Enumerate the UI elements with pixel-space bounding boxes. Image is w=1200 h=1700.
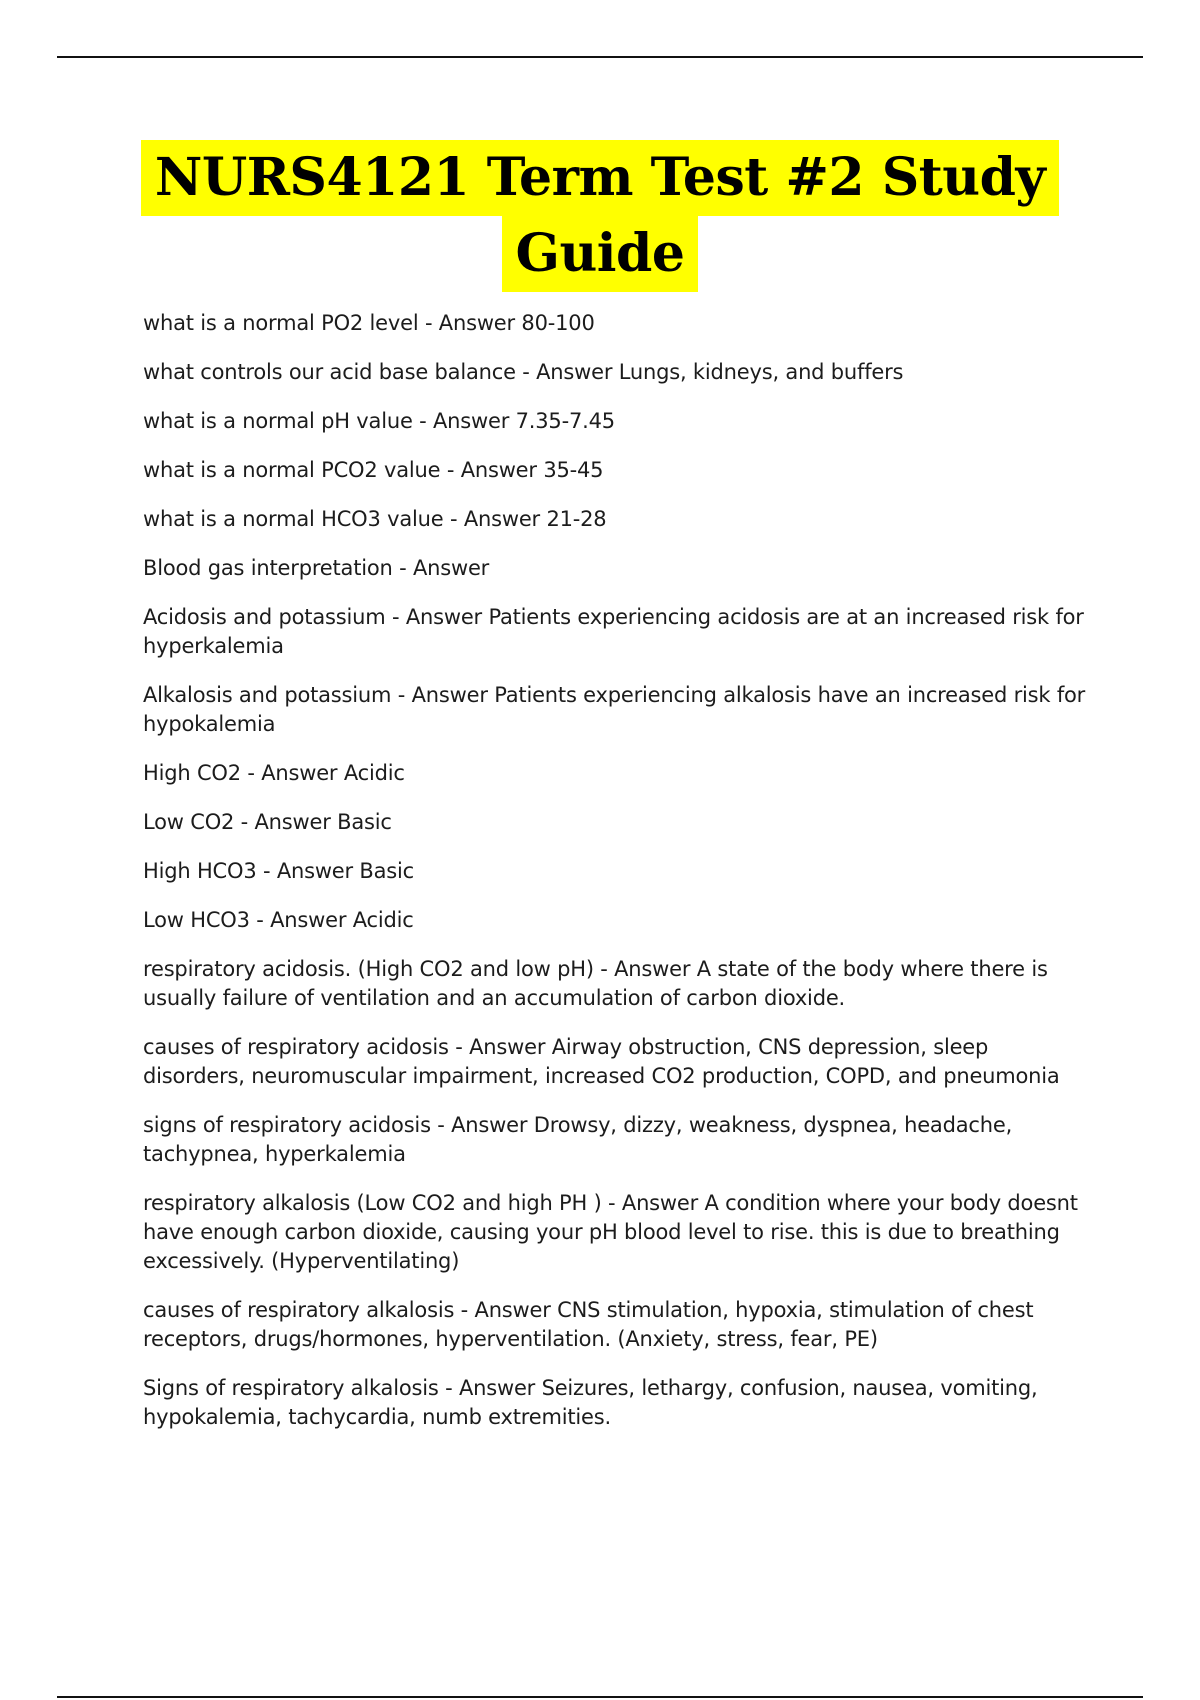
qa-item: what controls our acid base balance - Answer Lungs, kidneys, and buffers — [143, 360, 904, 384]
qa-item: causes of respiratory alkalosis - Answer CNS stimulation, hypoxia, stimulation of chest receptors, drugs/hormones, hyperventilation. (Anxiety, stress, fear, PE) — [143, 1298, 1034, 1351]
title-line-1: NURS4121 Term Test #2 Study — [141, 140, 1059, 216]
qa-item: what is a normal pH value - Answer 7.35-7.45 — [143, 409, 615, 433]
qa-item: respiratory alkalosis (Low CO2 and high PH ) - Answer A condition where your body doesnt have enough carbon dioxide, causing your pH blood level to rise. this is due to breathing excessively. (Hyperventilating) — [143, 1191, 1078, 1273]
page-title — [0, 140, 1200, 292]
title-line-2: Guide — [502, 216, 699, 292]
qa-item: Low HCO3 - Answer Acidic — [143, 908, 414, 932]
qa-item: respiratory acidosis. (High CO2 and low pH) - Answer A state of the body where there is usually failure of ventilation and an accumulation of carbon dioxide. — [143, 957, 1048, 1010]
qa-item: Alkalosis and potassium - Answer Patients experiencing alkalosis have an increased risk for hypokalemia — [143, 683, 1086, 736]
qa-item: Blood gas interpretation - Answer — [143, 556, 490, 580]
qa-item: High HCO3 - Answer Basic — [143, 859, 415, 883]
qa-item: Signs of respiratory alkalosis - Answer Seizures, lethargy, confusion, nausea, vomiting, hypokalemia, tachycardia, numb extremities. — [143, 1376, 1038, 1429]
qa-item: causes of respiratory acidosis - Answer Airway obstruction, CNS depression, sleep disorders, neuromuscular impairment, increased CO2 production, COPD, and pneumonia — [143, 1035, 1060, 1088]
qa-item: what is a normal PO2 level - Answer 80-100 — [143, 311, 595, 335]
qa-list — [143, 309, 1088, 1452]
top-rule — [57, 56, 1143, 58]
qa-item: what is a normal PCO2 value - Answer 35-45 — [143, 458, 604, 482]
qa-item: signs of respiratory acidosis - Answer Drowsy, dizzy, weakness, dyspnea, headache, tachypnea, hyperkalemia — [143, 1113, 1013, 1166]
qa-item: what is a normal HCO3 value - Answer 21-28 — [143, 507, 607, 531]
qa-item: High CO2 - Answer Acidic — [143, 761, 405, 785]
qa-item: Acidosis and potassium - Answer Patients experiencing acidosis are at an increased risk for hyperkalemia — [143, 605, 1084, 658]
qa-item: Low CO2 - Answer Basic — [143, 810, 392, 834]
bottom-rule — [57, 1696, 1143, 1698]
